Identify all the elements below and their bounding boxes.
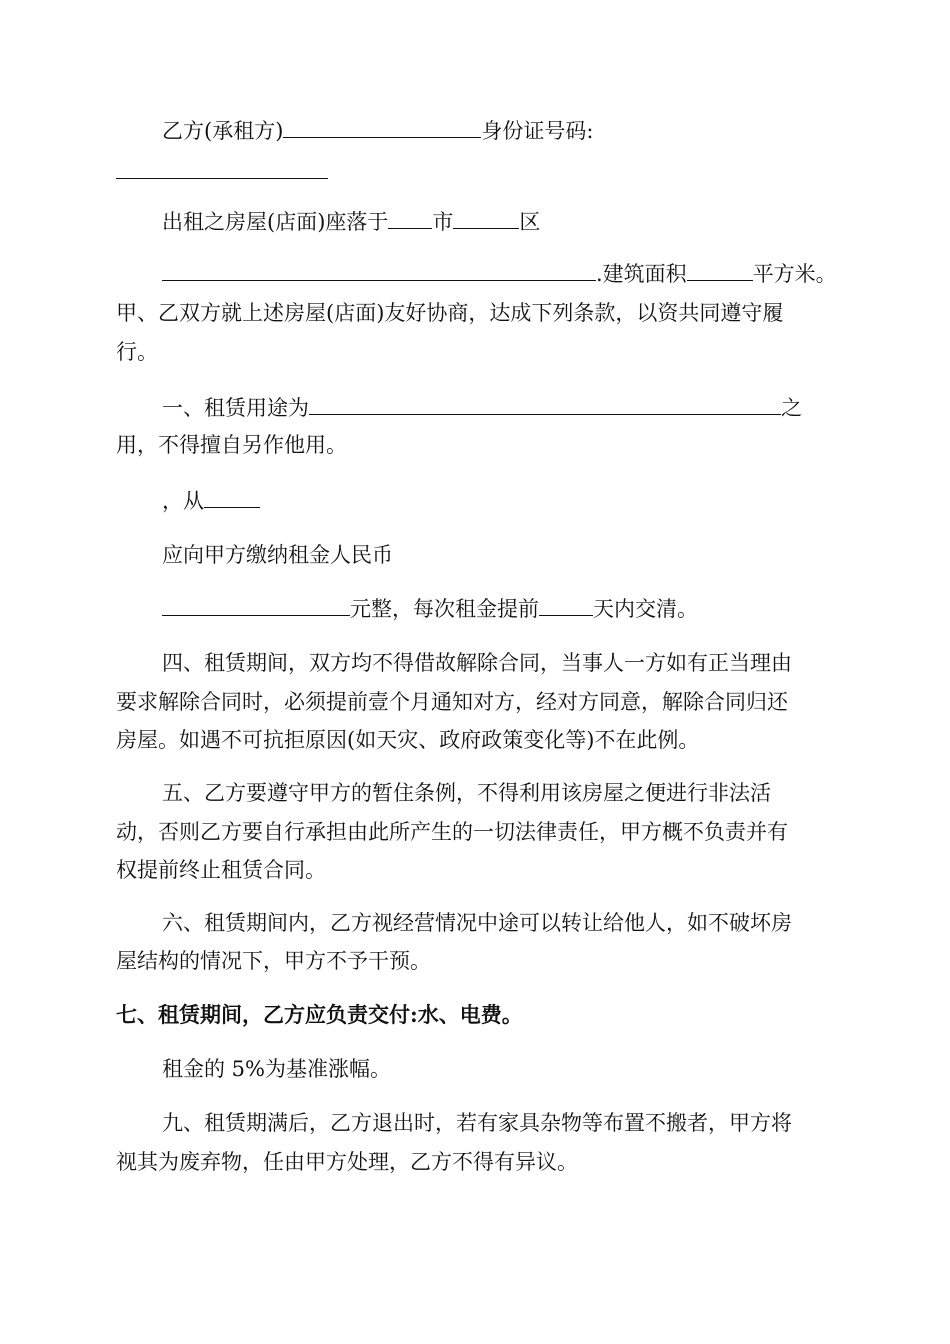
from-line [162,484,834,518]
clause-5-line-3: 权提前终止租赁合同。 [116,858,326,882]
area-line [162,257,837,291]
clause-6-line-1: 六、租赁期间内，乙方视经营情况中途可以转让给他人，如不破坏房 [162,911,792,935]
lessee-line [162,114,834,148]
agreement-intro-line-2: 行。 [116,340,158,364]
clause-5-line-2: 动，否则乙方要自行承担由此所产生的一切法律责任，甲方概不负责并有 [116,820,788,844]
rent-amount-label: 元整，每次租金提前 [350,597,539,621]
area-blank[interactable] [687,258,753,281]
agreement-intro-line-1: 甲、乙双方就上述房屋(店面)友好协商，达成下列条款，以资共同遵守履 [116,301,784,325]
clause-9-line-1: 九、租赁期满后，乙方退出时，若有家具杂物等布置不搬者，甲方将 [162,1111,792,1135]
rent-amount-blank[interactable] [162,593,350,616]
city-label: 市 [432,210,454,234]
clause-5-line-1: 五、乙方要遵守甲方的暂住条例，不得利用该房屋之便进行非法活 [162,781,771,805]
clause-4-line-1: 四、租赁期间，双方均不得借故解除合同，当事人一方如有正当理由 [162,651,792,675]
days-label: 天内交清。 [593,597,698,621]
id-number-blank[interactable] [116,178,328,179]
from-label: ，从 [162,489,204,513]
area-label: .建筑面积 [596,262,687,286]
lessee-label: 乙方(承租方) [162,119,284,143]
rent-amount-line [162,592,834,626]
id-number-label: 身份证号码: [481,119,594,143]
usage-label: 一、租赁用途为 [162,396,309,420]
usage-suffix: 之 [781,396,802,420]
clause-4-line-2: 要求解除合同时，必须提前壹个月通知对方，经对方同意，解除合同归还 [116,690,788,714]
from-blank[interactable] [204,485,260,508]
district-blank[interactable] [453,206,519,229]
property-location-line [162,205,834,239]
clause-1-line-2: 用，不得擅自另作他用。 [116,433,347,457]
lessee-name-blank[interactable] [283,115,481,138]
address-blank[interactable] [162,258,596,281]
area-unit: 平方米。 [752,262,837,286]
clause-7-line: 七、租赁期间，乙方应负责交付:水、电费。 [116,1002,523,1027]
district-label: 区 [519,210,541,234]
rent-line: 应向甲方缴纳租金人民币 [162,543,393,567]
clause-6-line-2: 屋结构的情况下，甲方不予干预。 [116,949,431,973]
clause-1-line-1 [162,391,834,425]
rent-increase-line: 租金的 5%为基准涨幅。 [162,1057,391,1081]
city-blank[interactable] [388,206,432,229]
usage-blank[interactable] [309,392,781,415]
clause-4-line-3: 房屋。如遇不可抗拒原因(如天灾、政府政策变化等)不在此例。 [116,728,700,752]
clause-9-line-2: 视其为废弃物，任由甲方处理，乙方不得有异议。 [116,1150,578,1174]
days-blank[interactable] [539,593,593,616]
location-label: 出租之房屋(店面)座落于 [162,210,389,234]
